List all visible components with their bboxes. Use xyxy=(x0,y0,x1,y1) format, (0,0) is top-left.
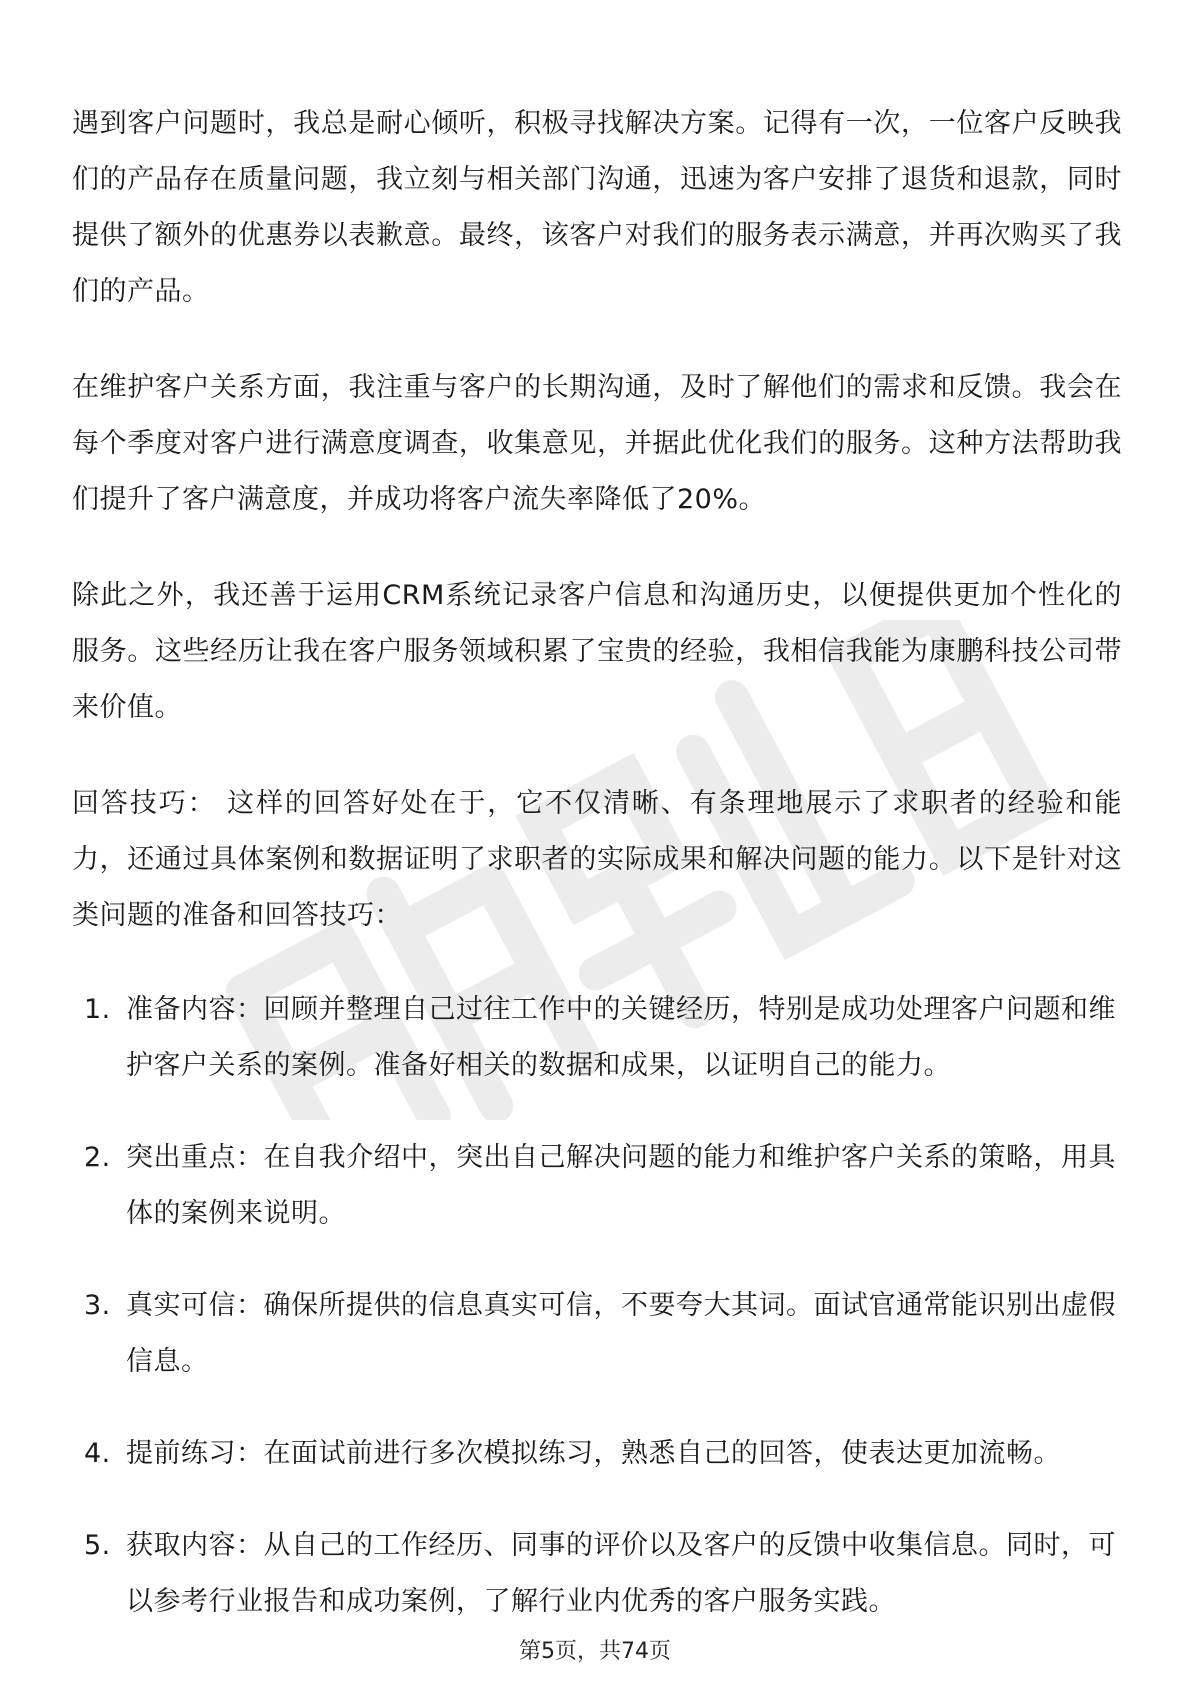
page-number-footer: 第5页，共74页 xyxy=(519,1639,671,1664)
list-item-number: 3. xyxy=(84,1290,111,1321)
paragraph-crm: 除此之外，我还善于运用CRM系统记录客户信息和沟通历史，以便提供更加个性化的服务。这些经历让我在客户服务领域积累了宝贵的经验，我相信我能为康鹏科技公司带来价值。 xyxy=(72,580,1122,723)
list-item xyxy=(72,1130,1122,1242)
list-item-number: 4. xyxy=(84,1438,111,1469)
paragraph-answer-tips: 回答技巧： 这样的回答好处在于，它不仅清晰、有条理地展示了求职者的经验和能力，还通过具体案例和数据证明了求职者的实际成果和解决问题的能力。以下是针对这类问题的准备和回答技巧： xyxy=(72,788,1122,931)
list-item-text: 准备内容：回顾并整理自己过往工作中的关键经历，特别是成功处理客户问题和维护客户关系的案例。准备好相关的数据和成果，以证明自己的能力。 xyxy=(126,994,1116,1081)
list-item-text: 真实可信：确保所提供的信息真实可信，不要夸大其词。面试官通常能识别出虚假信息。 xyxy=(126,1290,1116,1377)
list-item-text: 获取内容：从自己的工作经历、同事的评价以及客户的反馈中收集信息。同时，可以参考行业报告和成功案例，了解行业内优秀的客户服务实践。 xyxy=(126,1530,1116,1617)
list-item-text: 突出重点：在自我介绍中，突出自己解决问题的能力和维护客户关系的策略，用具体的案例来说明。 xyxy=(126,1142,1116,1229)
list-item-number: 5. xyxy=(84,1530,111,1561)
paragraph-customer-problem: 遇到客户问题时，我总是耐心倾听，积极寻找解决方案。记得有一次，一位客户反映我们的产品存在质量问题，我立刻与相关部门沟通，迅速为客户安排了退货和退款，同时提供了额外的优惠券以表歉意。最终，该客户对我们的服务表示满意，并再次购买了我们的产品。 xyxy=(72,108,1122,307)
list-item xyxy=(72,982,1122,1094)
list-item-number: 2. xyxy=(84,1142,111,1173)
list-item-number: 1. xyxy=(84,994,111,1025)
list-item xyxy=(72,1518,1122,1630)
main-content xyxy=(72,96,1122,1666)
list-item-text: 提前练习：在面试前进行多次模拟练习，熟悉自己的回答，使表达更加流畅。 xyxy=(126,1438,1061,1469)
list-item xyxy=(72,1426,1122,1482)
tips-list xyxy=(72,982,1122,1630)
paragraph-customer-relations: 在维护客户关系方面，我注重与客户的长期沟通，及时了解他们的需求和反馈。我会在每个季度对客户进行满意度调查，收集意见，并据此优化我们的服务。这种方法帮助我们提升了客户满意度，并成功将客户流失率降低了20%。 xyxy=(72,372,1122,515)
list-item xyxy=(72,1278,1122,1390)
